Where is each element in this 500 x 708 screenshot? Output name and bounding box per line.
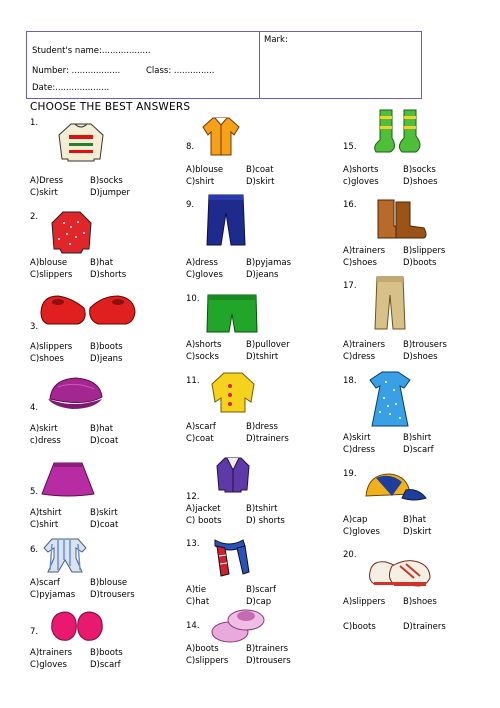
answer-option-b[interactable]: B)slippers bbox=[403, 246, 446, 256]
question-number: 3. bbox=[30, 322, 39, 332]
trainers-icon bbox=[366, 552, 434, 594]
answer-option-a[interactable]: A)shorts bbox=[186, 340, 222, 350]
answer-option-b[interactable]: B)hat bbox=[403, 515, 427, 525]
answer-option-b[interactable]: B)hat bbox=[90, 424, 114, 434]
question-number: 7. bbox=[30, 627, 39, 637]
shirt-icon bbox=[201, 115, 241, 157]
header-divider bbox=[259, 32, 260, 98]
answer-option-a[interactable]: A)trainers bbox=[343, 246, 386, 256]
answer-option-b[interactable]: B)skirt bbox=[90, 508, 118, 518]
answer-option-d[interactable]: D)trainers bbox=[403, 622, 446, 632]
question-number: 8. bbox=[186, 142, 195, 152]
answer-option-c[interactable]: C)hat bbox=[186, 597, 210, 607]
question-number: 16. bbox=[343, 200, 357, 210]
answer-option-d[interactable]: D)jeans bbox=[246, 270, 279, 280]
class-field[interactable]: Class: ............... bbox=[146, 66, 215, 76]
jacket-icon bbox=[215, 456, 251, 494]
trousers-icon bbox=[373, 275, 407, 331]
answer-option-a[interactable]: A)shorts bbox=[343, 165, 379, 175]
question-number: 4. bbox=[30, 403, 39, 413]
socks-icon bbox=[372, 108, 428, 156]
answer-option-a[interactable]: A)scarf bbox=[30, 578, 60, 588]
answer-option-c[interactable]: C)gloves bbox=[343, 527, 380, 537]
answer-option-c[interactable]: C)slippers bbox=[30, 270, 73, 280]
answer-option-a[interactable]: A)Dress bbox=[30, 176, 64, 186]
answer-option-b[interactable]: B)trousers bbox=[403, 340, 447, 350]
skirt-icon bbox=[40, 460, 96, 498]
boots-icon bbox=[372, 198, 428, 242]
answer-option-d[interactable]: D)skirt bbox=[403, 527, 432, 537]
slippers-icon bbox=[210, 604, 266, 644]
pyjamas-icon bbox=[42, 536, 88, 574]
answer-option-b[interactable]: B)dress bbox=[246, 422, 278, 432]
answer-option-b[interactable]: B)socks bbox=[403, 165, 436, 175]
answer-option-a[interactable]: A)blouse bbox=[186, 165, 224, 175]
answer-option-d[interactable]: D) shorts bbox=[246, 516, 285, 526]
answer-option-c[interactable]: C)dress bbox=[343, 352, 376, 362]
answer-option-d[interactable]: D)trousers bbox=[246, 656, 291, 666]
number-field[interactable]: Number: .................. bbox=[32, 66, 121, 76]
answer-option-c[interactable]: C)gloves bbox=[186, 270, 223, 280]
answer-option-c[interactable]: c)dress bbox=[30, 436, 61, 446]
answer-option-a[interactable]: A)skirt bbox=[343, 433, 371, 443]
answer-option-a[interactable]: A)jacket bbox=[186, 504, 221, 514]
answer-option-b[interactable]: B)boots bbox=[90, 648, 123, 658]
mark-field[interactable]: Mark: bbox=[264, 35, 288, 45]
student-info-box bbox=[26, 31, 422, 99]
shorts-icon bbox=[205, 292, 259, 336]
answer-option-d[interactable]: D)jeans bbox=[90, 354, 123, 364]
answer-option-a[interactable]: A)slippers bbox=[30, 342, 73, 352]
question-number: 20. bbox=[343, 550, 357, 560]
answer-option-b[interactable]: B)pyjamas bbox=[246, 258, 292, 268]
answer-option-a[interactable]: A)cap bbox=[343, 515, 368, 525]
question-number: 2. bbox=[30, 212, 39, 222]
answer-option-a[interactable]: A)blouse bbox=[30, 258, 68, 268]
answer-option-c[interactable]: C)dress bbox=[343, 445, 376, 455]
answer-option-a[interactable]: A)slippers bbox=[343, 597, 386, 607]
question-number: 15. bbox=[343, 142, 357, 152]
question-number: 19. bbox=[343, 469, 357, 479]
answer-option-a[interactable]: A)trainers bbox=[343, 340, 386, 350]
answer-option-b[interactable]: B)boots bbox=[90, 342, 123, 352]
answer-option-c[interactable]: C)gloves bbox=[30, 660, 67, 670]
answer-option-c[interactable]: C)pyjamas bbox=[30, 590, 76, 600]
answer-option-b[interactable]: B)trainers bbox=[246, 644, 289, 654]
answer-option-c[interactable]: C)shirt bbox=[186, 177, 215, 187]
question-number: 13. bbox=[186, 539, 200, 549]
answer-option-b[interactable]: B)shoes bbox=[403, 597, 437, 607]
answer-option-d[interactable]: D)shorts bbox=[90, 270, 127, 280]
answer-option-d[interactable]: D)trainers bbox=[246, 434, 289, 444]
answer-option-c[interactable]: C) boots bbox=[186, 516, 222, 526]
question-number: 5. bbox=[30, 487, 39, 497]
question-number: 6. bbox=[30, 545, 39, 555]
question-number: 12. bbox=[186, 492, 200, 502]
answer-option-c[interactable]: C)shoes bbox=[343, 258, 377, 268]
question-number: 11. bbox=[186, 376, 200, 386]
answer-option-d[interactable]: D)trousers bbox=[90, 590, 135, 600]
answer-option-b[interactable]: B)hat bbox=[90, 258, 114, 268]
answer-option-b[interactable]: B)coat bbox=[246, 165, 274, 175]
answer-option-a[interactable]: A)dress bbox=[186, 258, 218, 268]
student-name-field[interactable]: Student's name:.................. bbox=[32, 46, 151, 56]
question-number: 14. bbox=[186, 621, 200, 631]
jumper-icon bbox=[56, 121, 106, 163]
answer-option-a[interactable]: A)trainers bbox=[30, 648, 73, 658]
coat-icon bbox=[209, 370, 257, 414]
question-number: 17. bbox=[343, 281, 357, 291]
answer-option-d[interactable]: D)shoes bbox=[403, 177, 438, 187]
answer-option-d[interactable]: D)coat bbox=[90, 520, 119, 530]
answer-option-c[interactable]: C)coat bbox=[186, 434, 214, 444]
answer-option-d[interactable]: D)cap bbox=[246, 597, 272, 607]
dress-icon bbox=[366, 370, 414, 428]
answer-option-b[interactable]: B)blouse bbox=[90, 578, 128, 588]
answer-option-c[interactable]: c)gloves bbox=[343, 177, 379, 187]
answer-option-b[interactable]: B)shirt bbox=[403, 433, 432, 443]
blouse-icon bbox=[49, 209, 94, 255]
answer-option-b[interactable]: B)pullover bbox=[246, 340, 290, 350]
answer-option-d[interactable]: D)tshirt bbox=[246, 352, 279, 362]
answer-option-a[interactable]: A)scarf bbox=[186, 422, 216, 432]
question-number: 9. bbox=[186, 200, 195, 210]
answer-option-d[interactable]: D)scarf bbox=[403, 445, 434, 455]
answer-option-a[interactable]: A)boots bbox=[186, 644, 219, 654]
answer-option-d[interactable]: D)jumper bbox=[90, 188, 131, 198]
answer-option-d[interactable]: D)skirt bbox=[246, 177, 275, 187]
answer-option-b[interactable]: B)tshirt bbox=[246, 504, 278, 514]
jeans-icon bbox=[205, 193, 247, 247]
answer-option-a[interactable]: A)tie bbox=[186, 585, 207, 595]
answer-option-d[interactable]: D)boots bbox=[403, 258, 437, 268]
answer-option-c[interactable]: C)skirt bbox=[30, 188, 58, 198]
question-number: 18. bbox=[343, 376, 357, 386]
scarf-icon bbox=[209, 534, 251, 578]
cap-icon bbox=[362, 470, 428, 510]
answer-option-b[interactable]: B)socks bbox=[90, 176, 123, 186]
answer-option-d[interactable]: D)shoes bbox=[403, 352, 438, 362]
answer-option-a[interactable]: A)tshirt bbox=[30, 508, 62, 518]
answer-option-c[interactable]: C)boots bbox=[343, 622, 376, 632]
answer-option-d[interactable]: D)coat bbox=[90, 436, 119, 446]
shoes-icon bbox=[38, 290, 138, 330]
question-number: 1. bbox=[30, 118, 39, 128]
answer-option-c[interactable]: C)slippers bbox=[186, 656, 229, 666]
hat-icon bbox=[44, 375, 106, 411]
question-number: 10. bbox=[186, 294, 200, 304]
gloves-icon bbox=[48, 608, 106, 644]
worksheet-title: CHOOSE THE BEST ANSWERS bbox=[30, 101, 191, 113]
answer-option-c[interactable]: C)shoes bbox=[30, 354, 64, 364]
answer-option-c[interactable]: C)shirt bbox=[30, 520, 59, 530]
answer-option-c[interactable]: C)socks bbox=[186, 352, 219, 362]
answer-option-d[interactable]: D)scarf bbox=[90, 660, 121, 670]
answer-option-b[interactable]: B)scarf bbox=[246, 585, 276, 595]
answer-option-a[interactable]: A)skirt bbox=[30, 424, 58, 434]
date-field[interactable]: Date:.................... bbox=[32, 83, 110, 93]
